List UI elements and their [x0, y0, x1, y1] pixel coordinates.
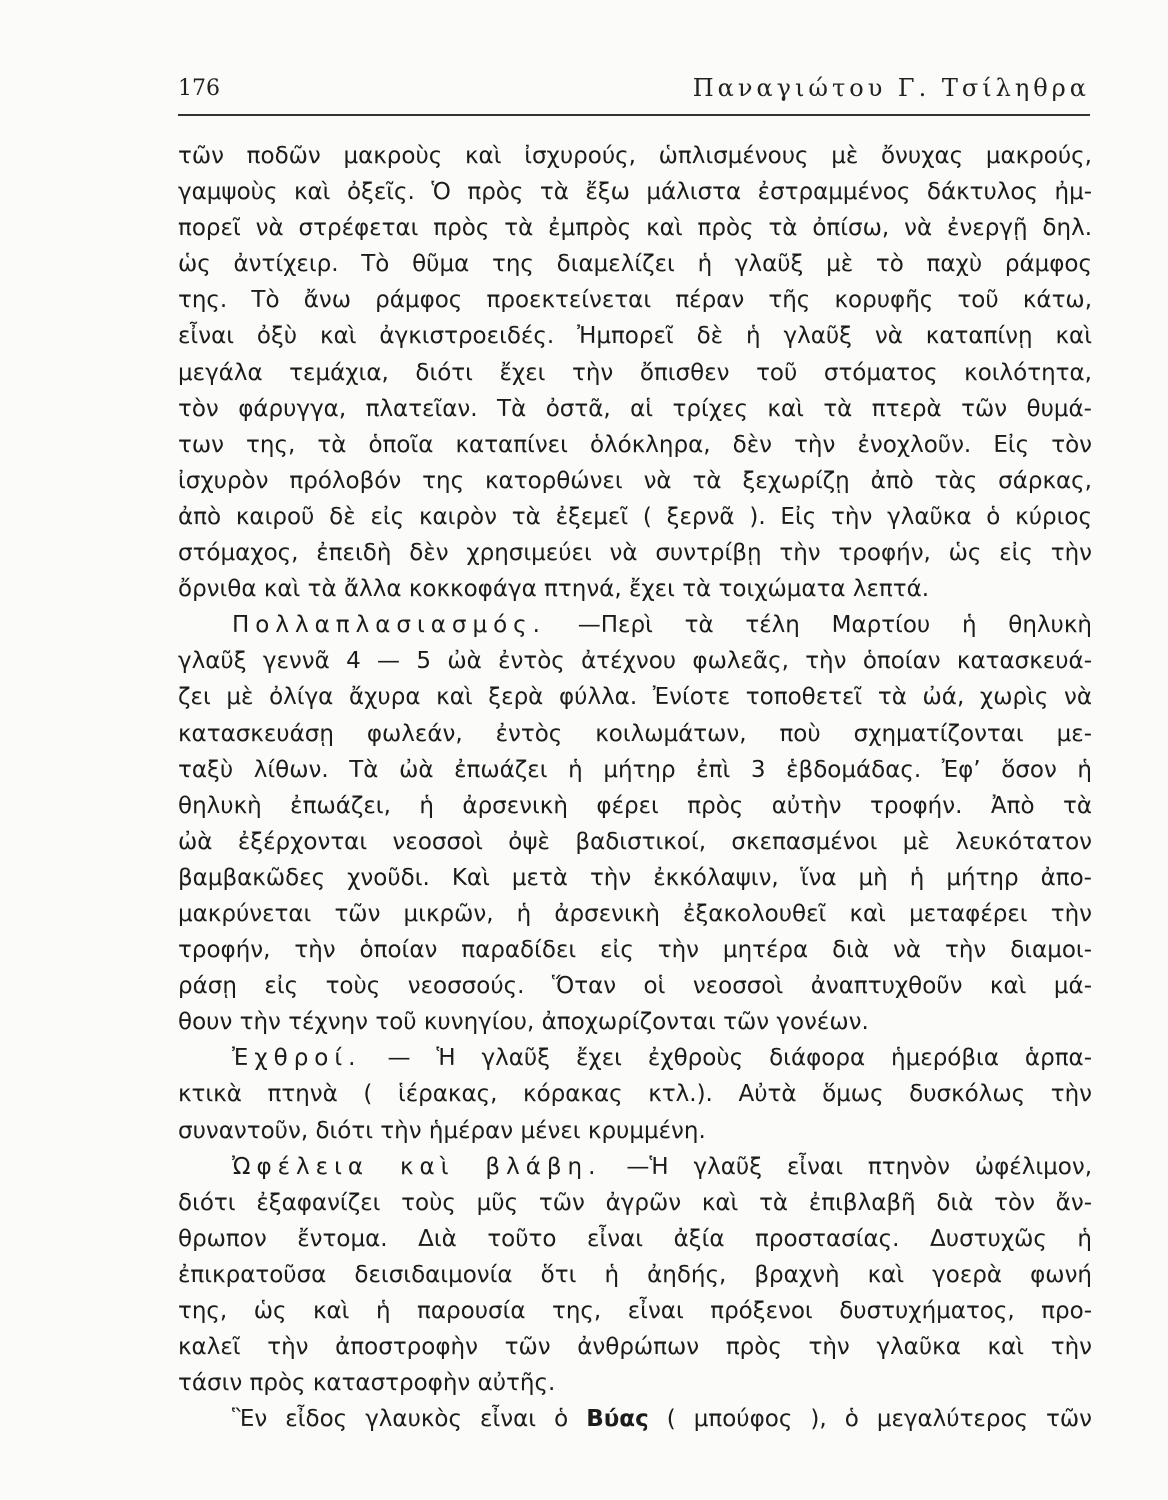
text-line: θρωπον ἔντομα. Διὰ τοῦτο εἶναι ἀξία προστασίας. Δυστυχῶς ἡ: [178, 1225, 1092, 1252]
text-line: θουν τὴν τέχνην τοῦ κυνηγίου, ἀποχωρίζονται τῶν γονέων.: [178, 1009, 869, 1036]
text-line: τὸν φάρυγγα, πλατεῖαν. Τὰ ὀστᾶ, αἱ τρίχες καὶ τὰ πτερὰ τῶν θυμά-: [178, 395, 1092, 422]
text-line: κατασκευάσῃ φωλεάν, ἐντὸς κοιλωμάτων, ποὺ σχηματίζονται με-: [178, 720, 1092, 747]
term-bold-vyas: Βύας: [586, 1406, 649, 1433]
text-line: ράσῃ εἰς τοὺς νεοσσούς. Ὅταν οἱ νεοσσοὶ ἀναπτυχθοῦν καὶ μά-: [178, 973, 1092, 1000]
text-line: γαμψοὺς καὶ ὀξεῖς. Ὁ πρὸς τὰ ἔξω μάλιστα ἐστραμμένος δάκτυλος ἠμ-: [178, 179, 1092, 206]
text-line: εἶναι ὀξὺ καὶ ἀγκιστροειδές. Ἠμπορεῖ δὲ ἡ γλαῦξ νὰ καταπίνῃ καὶ: [178, 323, 1092, 350]
section-heading-reproduction: Πολλαπλασιασμός.: [232, 612, 546, 639]
text-line: κτικὰ πτηνὰ ( ἱέρακας, κόρακας κτλ.). Αὐτὰ ὅμως δυσκόλως τὴν: [178, 1081, 1092, 1108]
text-line: ταξὺ λίθων. Τὰ ὠὰ ἐπωάζει ἡ μήτηρ ἐπὶ 3 ἑβδομάδας. Ἐφ’ ὅσον ἡ: [178, 756, 1092, 783]
text-line: τῶν ποδῶν μακροὺς καὶ ἰσχυρούς, ὡπλισμένους μὲ ὄνυχας μακρούς,: [178, 143, 1092, 169]
page-header: [178, 70, 1090, 116]
running-head-author: Παναγιώτου Γ. Τσίληθρα: [692, 74, 1090, 102]
text-line: ζει μὲ ὀλίγα ἄχυρα καὶ ξερὰ φύλλα. Ἐνίοτε τοποθετεῖ τὰ ὠά, χωρὶς νὰ: [178, 684, 1092, 711]
body-text: [178, 138, 1092, 1437]
text-line: ὡς ἀντίχειρ. Τὸ θῦμα της διαμελίζει ἡ γλαῦξ μὲ τὸ παχὺ ράμφος: [178, 251, 1092, 278]
paragraph-start-reproduction: [178, 607, 1092, 643]
text-line: τροφήν, τὴν ὁποίαν παραδίδει εἰς τὴν μητέρα διὰ νὰ τὴν διαμοι-: [178, 937, 1092, 964]
text-line: μεγάλα τεμάχια, διότι ἔχει τὴν ὄπισθεν τοῦ στόματος κοιλότητα,: [178, 359, 1092, 386]
text-fragment: —Ἡ γλαῦξ εἶναι πτηνὸν ὠφέλιμον,: [626, 1153, 1092, 1180]
text-line: ὄρνιθα καὶ τὰ ἄλλα κοκκοφάγα πτηνά, ἔχει τὰ τοιχώματα λεπτά.: [178, 576, 930, 603]
text-fragment: ( μπούφος ), ὁ μεγαλύτερος τῶν: [666, 1406, 1092, 1433]
text-line: της, ὡς καὶ ἡ παρουσία της, εἶναι πρόξενοι δυστυχήματος, προ-: [178, 1298, 1092, 1324]
text-fragment: —Περὶ τὰ τέλη Μαρτίου ἡ θηλυκὴ: [577, 612, 1092, 639]
text-line: βαμβακῶδες χνοῦδι. Καὶ μετὰ τὴν ἐκκόλαψιν, ἵνα μὴ ἡ μήτηρ ἀπο-: [178, 864, 1092, 891]
text-line: γλαῦξ γεννᾶ 4 — 5 ὠὰ ἐντὸς ἀτέχνου φωλεᾶς, τὴν ὁποίαν κατασκευά-: [178, 648, 1092, 675]
text-line: μακρύνεται τῶν μικρῶν, ἡ ἀρσενικὴ ἐξακολουθεῖ καὶ μεταφέρει τὴν: [178, 900, 1092, 927]
text-line: διότι ἐξαφανίζει τοὺς μῦς τῶν ἀγρῶν καὶ τὰ ἐπιβλαβῆ διὰ τὸν ἄν-: [178, 1189, 1092, 1216]
text-fragment: Ἓν εἶδος γλαυκὸς εἶναι ὁ: [232, 1406, 569, 1433]
text-line: συναντοῦν, διότι τὴν ἡμέραν μένει κρυμμένη.: [178, 1117, 706, 1144]
text-line: πορεῖ νὰ στρέφεται πρὸς τὰ ἐμπρὸς καὶ πρὸς τὰ ὀπίσω, νὰ ἐνεργῇ δηλ.: [178, 215, 1092, 242]
section-heading-enemies: Ἐχθροί.: [232, 1045, 362, 1072]
text-line: ἐπικρατοῦσα δεισιδαιμονία ὅτι ἡ ἀηδής, βραχνὴ καὶ γοερὰ φωνή: [178, 1261, 1092, 1288]
paragraph-start-benefit-harm: [178, 1149, 1092, 1185]
paragraph-start-eagle-owl: [178, 1401, 1092, 1437]
text-line: της. Τὸ ἄνω ράμφος προεκτείνεται πέραν τῆς κορυφῆς τοῦ κάτω,: [178, 287, 1092, 314]
text-line: ἰσχυρὸν πρόλοβόν της κατορθώνει νὰ τὰ ξεχωρίζῃ ἀπὸ τὰς σάρκας,: [178, 467, 1092, 494]
paragraph-start-enemies: [178, 1040, 1092, 1076]
section-heading-benefit-harm: Ὠφέλεια καὶ βλάβη.: [232, 1153, 602, 1180]
text-line: ὠὰ ἐξέρχονται νεοσσοὶ ὀψὲ βαδιστικοί, σκεπασμένοι μὲ λευκότατον: [178, 828, 1092, 855]
page-number: 176: [178, 76, 220, 101]
text-line: στόμαχος, ἐπειδὴ δὲν χρησιμεύει νὰ συντρίβῃ τὴν τροφήν, ὡς εἰς τὴν: [178, 540, 1092, 567]
text-line: των της, τὰ ὁποῖα καταπίνει ὁλόκληρα, δὲν τὴν ἐνοχλοῦν. Εἰς τὸν: [178, 431, 1092, 458]
text-line: τάσιν πρὸς καταστροφὴν αὐτῆς.: [178, 1370, 556, 1397]
text-line: καλεῖ τὴν ἀποστροφὴν τῶν ἀνθρώπων πρὸς τὴν γλαῦκα καὶ τὴν: [178, 1334, 1092, 1361]
text-fragment: — Ἡ γλαῦξ ἔχει ἐχθροὺς διάφορα ἡμερόβια ἁρπα-: [387, 1045, 1092, 1072]
text-line: ἀπὸ καιροῦ δὲ εἰς καιρὸν τὰ ἐξεμεῖ ( ξερνᾶ ). Εἰς τὴν γλαῦκα ὁ κύριος: [178, 503, 1092, 530]
text-line: θηλυκὴ ἐπωάζει, ἡ ἀρσενικὴ φέρει πρὸς αὐτὴν τροφήν. Ἀπὸ τὰ: [178, 792, 1092, 819]
